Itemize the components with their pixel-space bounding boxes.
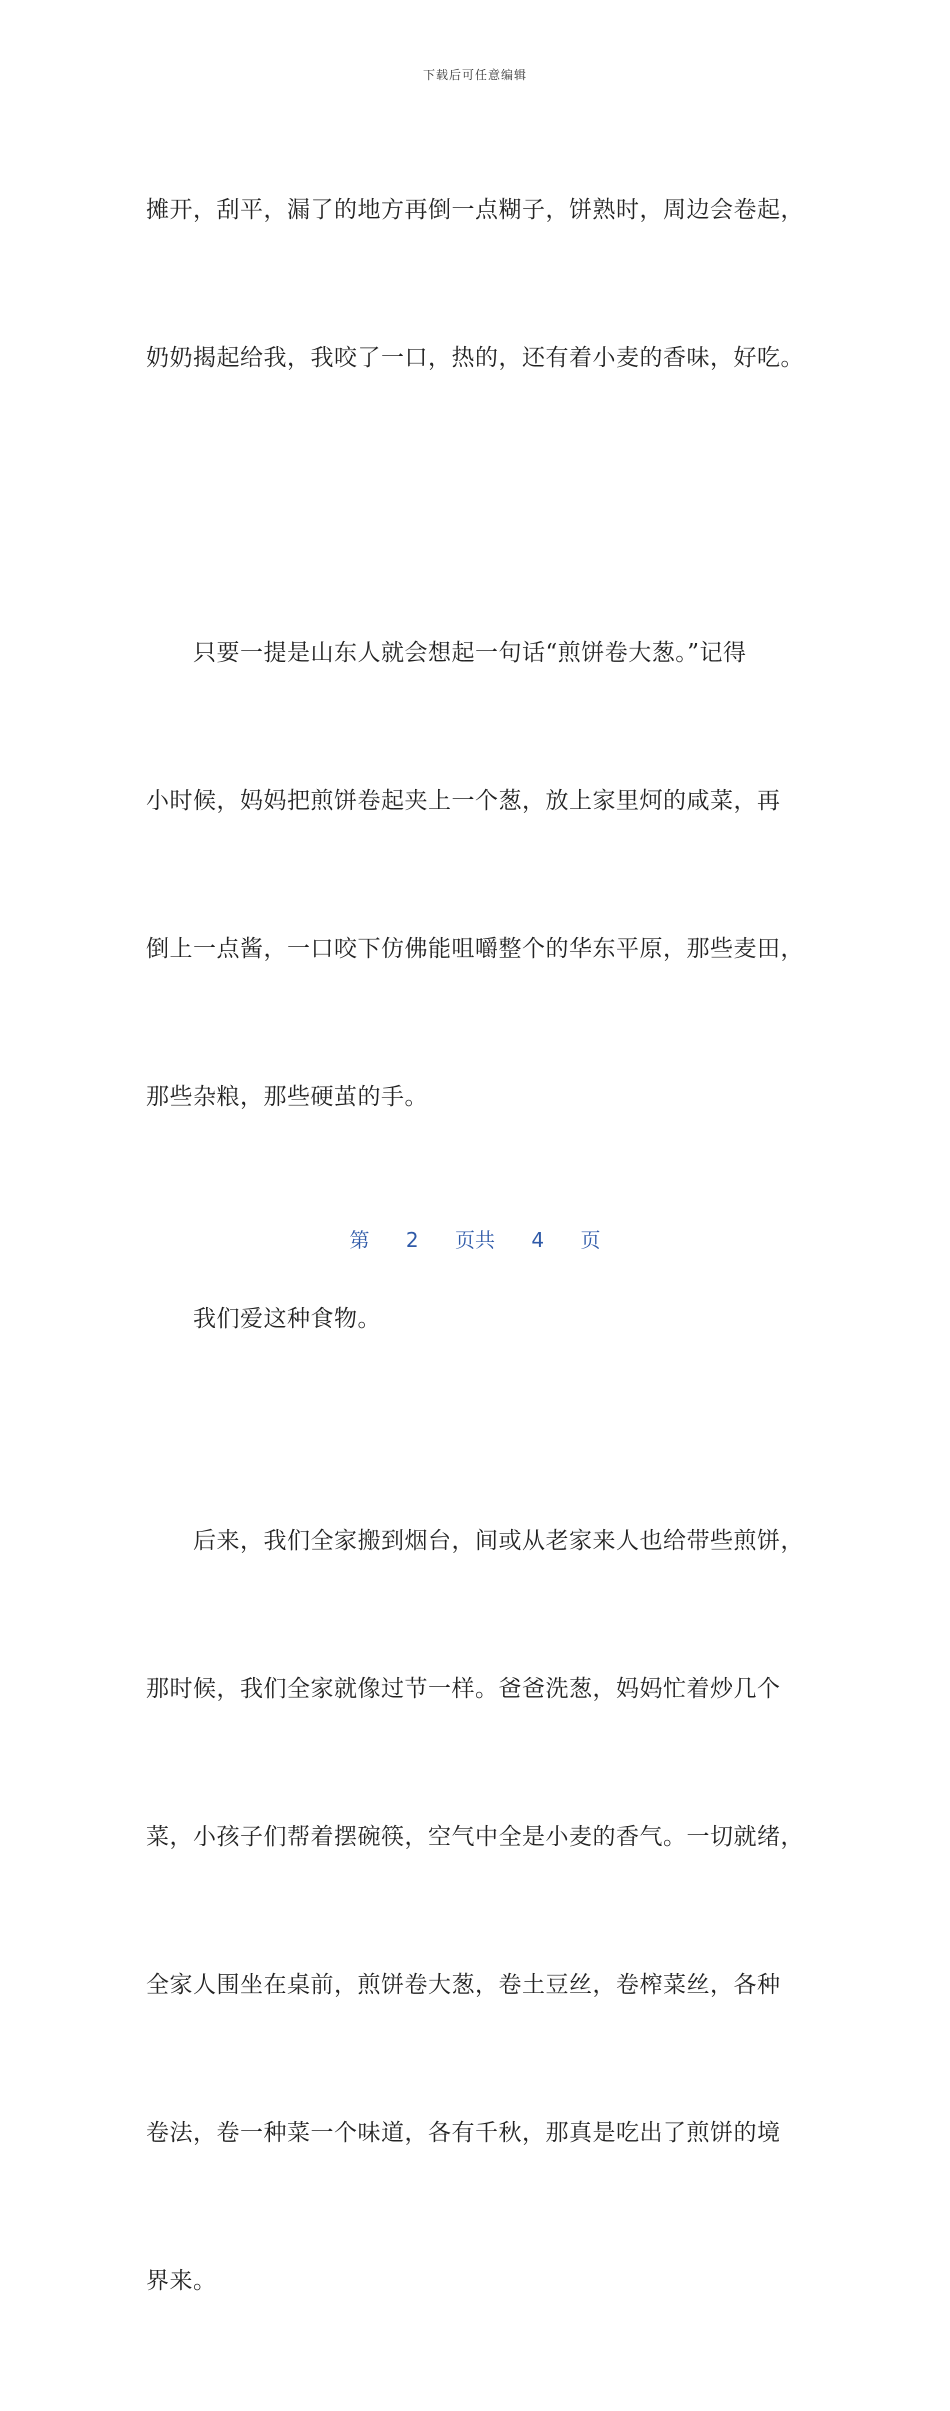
paragraph-2 — [146, 561, 816, 1227]
paragraph-line: 我们爱这种食物。 — [146, 1306, 381, 1332]
paragraph-line: 界来。 — [146, 2268, 217, 2294]
paragraph-line: 倒上一点酱，一口咬下仿佛能咀嚼整个的华东平原，那些麦田， — [146, 936, 804, 962]
paragraph-line: 全家人围坐在桌前，煎饼卷大葱，卷土豆丝，卷榨菜丝，各种 — [146, 1972, 781, 1998]
current-page-number: 2 — [405, 1228, 419, 1252]
page-end-word: 页 — [580, 1228, 601, 1252]
paragraph-line: 那时候，我们全家就像过节一样。爸爸洗葱，妈妈忙着炒几个 — [146, 1676, 781, 1702]
document-body — [146, 118, 816, 2411]
paragraph-line: 小时候，妈妈把煎饼卷起夹上一个葱，放上家里炣的咸菜，再 — [146, 788, 781, 814]
page-number-footer — [0, 1224, 950, 1253]
page-word: 第 — [349, 1228, 370, 1252]
paragraph-1 — [146, 118, 816, 488]
total-pages-number: 4 — [531, 1228, 545, 1252]
paragraph-3 — [146, 1227, 816, 1449]
paragraph-line: 卷法，卷一种菜一个味道，各有千秋，那真是吃出了煎饼的境 — [146, 2120, 781, 2146]
paragraph-line: 后来，我们全家搬到烟台，间或从老家来人也给带些煎饼， — [146, 1528, 804, 1554]
paragraph-gap — [146, 488, 816, 561]
header-note: 下载后可任意编辑 — [422, 68, 527, 82]
paragraph-line: 摊开，刮平，漏了的地方再倒一点糊子，饼熟时，周边会卷起， — [146, 197, 804, 223]
page-of-word: 页共 — [455, 1228, 495, 1252]
paragraph-line: 菜，小孩子们帮着摆碗筷，空气中全是小麦的香气。一切就绪， — [146, 1824, 804, 1850]
paragraph-line: 那些杂粮，那些硬茧的手。 — [146, 1084, 428, 1110]
paragraph-4 — [146, 1449, 816, 2411]
paragraph-line: 只要一提是山东人就会想起一句话“煎饼卷大葱。”记得 — [146, 640, 747, 666]
paragraph-line: 奶奶揭起给我，我咬了一口，热的，还有着小麦的香味，好吃。 — [146, 345, 804, 371]
